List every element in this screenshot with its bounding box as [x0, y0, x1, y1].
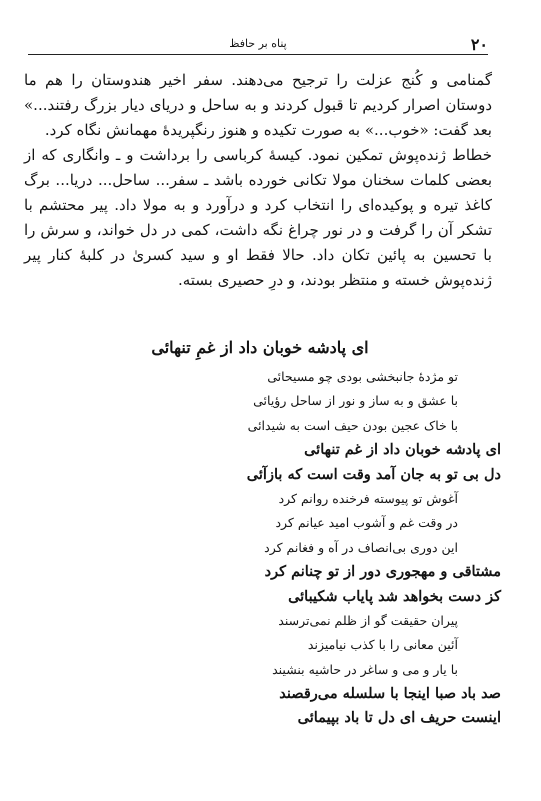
- prose-paragraph: گمنامی و کُنج عزلت را ترجیح می‌دهند. سفر اخیر هندوستان را هم ما دوستان اصرار کردیم تا قبول کردند و به ساحل و دریای دیار بزرگ رفتند...» بعد گفت: «خوب...» به صورت تکیده و هنوز رنگپریدهٔ مهمانش نگاه کرد.: [24, 71, 492, 139]
- prose-paragraph: خطاط ژنده‌پوش تمکین نمود. کیسهٔ کرباسی را برداشت و ـ وانگاری که از بعضی کلمات سخنان مولا تکانی خورده باشد ـ سفر... ساحل... دریا... برگ کاغذ تیره و پوکیده‌ای را انتخاب کرد و درآورد و به مولا داد. پیر محتشم با تشکر آن را گرفت و در نور چراغ نگه داشت، کمی در دل خواند، و سرش را با تحسین به پائین تکان داد. حالا فقط او و سید کسریٰ در کلبهٔ کنار پیر ژنده‌پوش خسته و منتظر بودند، و درِ حصیری بسته.: [24, 146, 492, 289]
- verse-line: با خاک عجین بودن حیف است به شیدائی: [247, 417, 458, 433]
- ghazal-title: ای پادشه خوبان داد از غمِ تنهائی: [151, 338, 369, 357]
- running-title: پناه بر حافظ: [229, 37, 287, 50]
- refrain-line: مشتاقی و مهجوری دور از تو چنانم کرد: [264, 563, 501, 581]
- refrain-line: اینست حریف ای دل تا باد بپیمائی: [297, 709, 501, 727]
- verse-line: در وقت غم و آشوب امید عیانم کرد: [275, 515, 458, 531]
- verse-line: پیران حقیقت گو از ظلم نمی‌ترسند: [278, 612, 458, 628]
- refrain-line: ای پادشه خوبان داد از غم تنهائی: [304, 441, 501, 459]
- verse-line: تو مژدهٔ جانبخشی بودی چو مسیحائی: [267, 369, 458, 384]
- verse-line: آغوش تو پیوسته فرخنده روانم کرد: [278, 490, 458, 506]
- page-number: ۲۰: [470, 35, 488, 54]
- ghazal-verses: [0, 365, 541, 731]
- refrain-line: صد باد صبا اینجا با سلسله می‌رقصند: [279, 685, 501, 703]
- verse-line: آئین معانی را با کذب نیامیزند: [307, 637, 458, 653]
- verse-line: این دوری بی‌انصاف در آه و فغانم کرد: [264, 539, 458, 555]
- verse-line: با یار و می و ساغر در حاشیه بنشیند: [272, 661, 458, 677]
- verse-line: با عشق و به ساز و نور از ساحل رؤیائی: [253, 393, 458, 409]
- page-header: [28, 34, 488, 55]
- refrain-line: کز دست بخواهد شد پایاب شکیبائی: [288, 587, 501, 605]
- prose-text: [24, 68, 492, 293]
- refrain-line: دل بی تو به جان آمد وقت است که بازآئی: [246, 465, 501, 483]
